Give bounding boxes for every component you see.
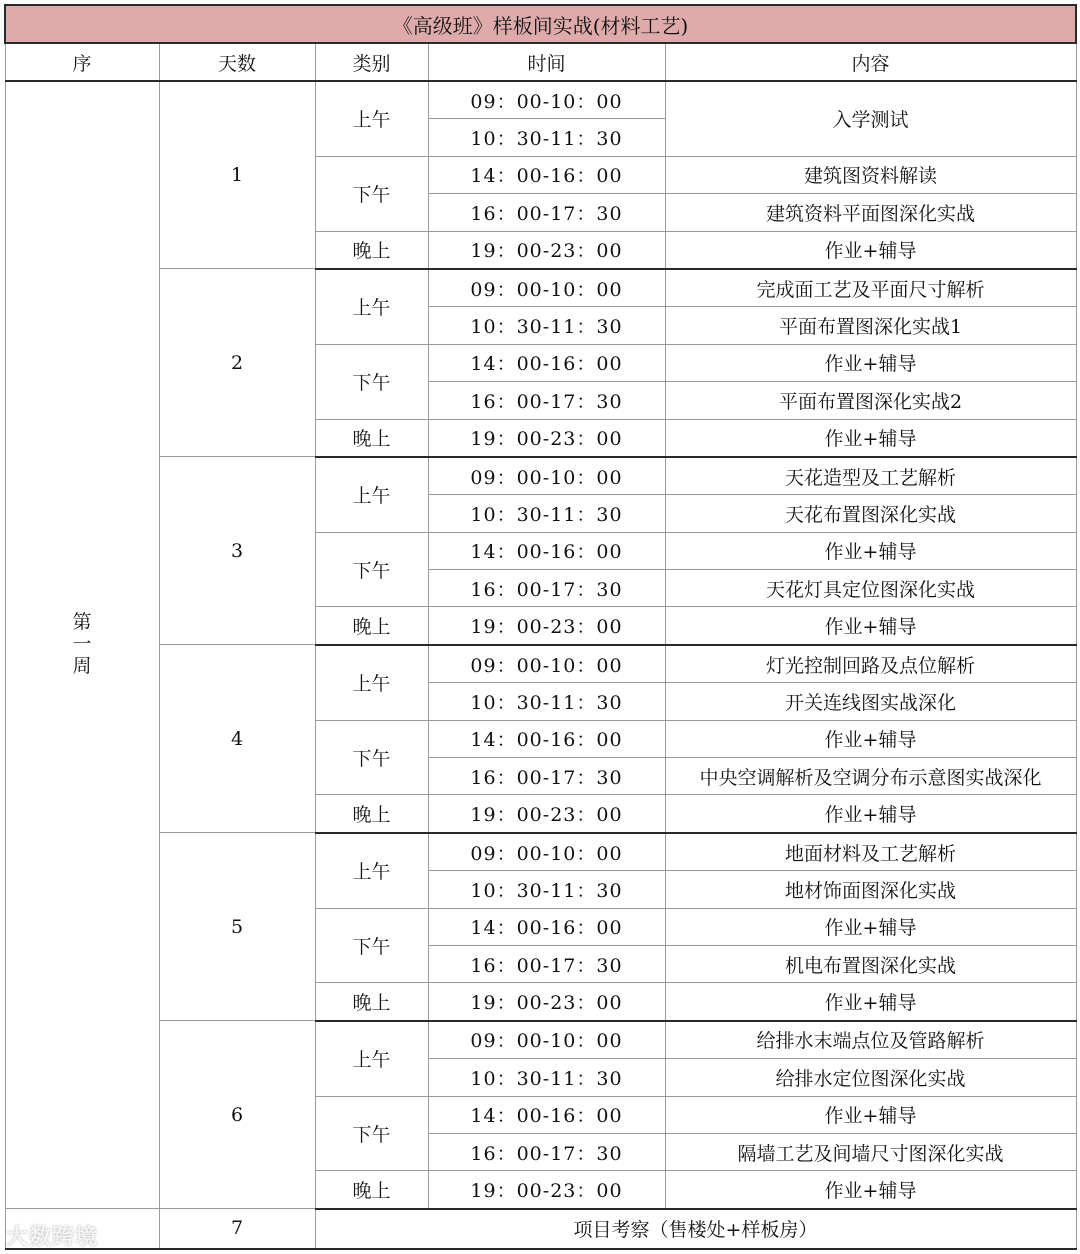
time-cell: 14：00-16：00 <box>428 1096 665 1133</box>
time-cell: 19：00-23：00 <box>428 795 665 833</box>
content-cell: 天花布置图深化实战 <box>665 495 1076 532</box>
content-cell: 给排水末端点位及管路解析 <box>665 1021 1076 1059</box>
content-cell: 地材饰面图深化实战 <box>665 871 1076 908</box>
slot-label: 上午 <box>315 1021 428 1096</box>
time-cell: 19：00-23：00 <box>428 419 665 457</box>
day-number: 2 <box>159 269 315 457</box>
content-cell: 中央空调解析及空调分布示意图实战深化 <box>665 758 1076 795</box>
slot-label: 晚上 <box>315 1171 428 1209</box>
table-row <box>5 645 1076 683</box>
time-cell: 19：00-23：00 <box>428 1171 665 1209</box>
time-cell: 10：30-11：30 <box>428 683 665 720</box>
content-cell: 作业+辅导 <box>665 231 1076 269</box>
time-cell: 10：30-11：30 <box>428 307 665 344</box>
content-cell: 作业+辅导 <box>665 795 1076 833</box>
time-cell: 14：00-16：00 <box>428 344 665 381</box>
day-number: 5 <box>159 833 315 1021</box>
slot-label: 晚上 <box>315 231 428 269</box>
content-cell: 完成面工艺及平面尺寸解析 <box>665 269 1076 307</box>
final-content: 项目考察（售楼处+样板房） <box>315 1209 1076 1249</box>
time-cell: 16：00-17：30 <box>428 194 665 231</box>
watermark: 大数跨境 <box>6 1224 99 1249</box>
time-cell: 19：00-23：00 <box>428 231 665 269</box>
header-row <box>5 43 1076 81</box>
slot-label: 下午 <box>315 532 428 607</box>
time-cell: 16：00-17：30 <box>428 570 665 607</box>
time-cell: 14：00-16：00 <box>428 720 665 757</box>
time-cell: 14：00-16：00 <box>428 156 665 193</box>
content-cell: 天花造型及工艺解析 <box>665 457 1076 495</box>
table-row-final <box>5 1209 1076 1249</box>
slot-label: 上午 <box>315 81 428 156</box>
content-cell: 建筑图资料解读 <box>665 156 1076 193</box>
table-row <box>5 457 1076 495</box>
content-cell: 天花灯具定位图深化实战 <box>665 570 1076 607</box>
table-row <box>5 833 1076 871</box>
slot-label: 晚上 <box>315 419 428 457</box>
header-category: 类别 <box>315 43 428 81</box>
header-seq: 序 <box>5 43 159 81</box>
content-cell: 作业+辅导 <box>665 720 1076 757</box>
week-label: 第 一 周 <box>5 81 159 1209</box>
header-content: 内容 <box>665 43 1076 81</box>
slot-label: 上午 <box>315 833 428 908</box>
time-cell: 19：00-23：00 <box>428 607 665 645</box>
content-cell: 灯光控制回路及点位解析 <box>665 645 1076 683</box>
schedule-table <box>4 4 1077 1250</box>
content-cell: 入学测试 <box>665 81 1076 156</box>
header-day: 天数 <box>159 43 315 81</box>
day-number: 6 <box>159 1021 315 1209</box>
content-cell: 平面布置图深化实战1 <box>665 307 1076 344</box>
time-cell: 16：00-17：30 <box>428 382 665 419</box>
slot-label: 下午 <box>315 1096 428 1171</box>
day-number: 4 <box>159 645 315 833</box>
content-cell: 作业+辅导 <box>665 983 1076 1021</box>
time-cell: 10：30-11：30 <box>428 119 665 156</box>
table-row <box>5 1021 1076 1059</box>
time-cell: 09：00-10：00 <box>428 1021 665 1059</box>
slot-label: 下午 <box>315 344 428 419</box>
content-cell: 作业+辅导 <box>665 344 1076 381</box>
time-cell: 09：00-10：00 <box>428 645 665 683</box>
slot-label: 下午 <box>315 156 428 231</box>
time-cell: 09：00-10：00 <box>428 81 665 119</box>
slot-label: 上午 <box>315 457 428 532</box>
content-cell: 地面材料及工艺解析 <box>665 833 1076 871</box>
content-cell: 作业+辅导 <box>665 419 1076 457</box>
header-time: 时间 <box>428 43 665 81</box>
time-cell: 10：30-11：30 <box>428 1059 665 1096</box>
content-cell: 建筑资料平面图深化实战 <box>665 194 1076 231</box>
content-cell: 给排水定位图深化实战 <box>665 1059 1076 1096</box>
time-cell: 10：30-11：30 <box>428 871 665 908</box>
content-cell: 作业+辅导 <box>665 1171 1076 1209</box>
time-cell: 16：00-17：30 <box>428 1133 665 1170</box>
time-cell: 09：00-10：00 <box>428 457 665 495</box>
time-cell: 14：00-16：00 <box>428 532 665 569</box>
content-cell: 作业+辅导 <box>665 532 1076 569</box>
day-number: 3 <box>159 457 315 645</box>
content-cell: 隔墙工艺及间墙尺寸图深化实战 <box>665 1133 1076 1170</box>
table-row <box>5 269 1076 307</box>
slot-label: 上午 <box>315 645 428 720</box>
title-row <box>5 5 1076 43</box>
content-cell: 平面布置图深化实战2 <box>665 382 1076 419</box>
day-number: 7 <box>159 1209 315 1249</box>
time-cell: 14：00-16：00 <box>428 908 665 945</box>
time-cell: 16：00-17：30 <box>428 945 665 982</box>
content-cell: 机电布置图深化实战 <box>665 945 1076 982</box>
slot-label: 晚上 <box>315 607 428 645</box>
table-row <box>5 81 1076 119</box>
content-cell: 作业+辅导 <box>665 1096 1076 1133</box>
table-title: 《高级班》样板间实战(材料工艺) <box>5 5 1076 43</box>
day-number: 1 <box>159 81 315 269</box>
slot-label: 晚上 <box>315 795 428 833</box>
content-cell: 开关连线图实战深化 <box>665 683 1076 720</box>
time-cell: 09：00-10：00 <box>428 269 665 307</box>
slot-label: 下午 <box>315 720 428 795</box>
time-cell: 19：00-23：00 <box>428 983 665 1021</box>
slot-label: 上午 <box>315 269 428 344</box>
slot-label: 晚上 <box>315 983 428 1021</box>
time-cell: 09：00-10：00 <box>428 833 665 871</box>
content-cell: 作业+辅导 <box>665 908 1076 945</box>
time-cell: 10：30-11：30 <box>428 495 665 532</box>
slot-label: 下午 <box>315 908 428 983</box>
time-cell: 16：00-17：30 <box>428 758 665 795</box>
content-cell: 作业+辅导 <box>665 607 1076 645</box>
